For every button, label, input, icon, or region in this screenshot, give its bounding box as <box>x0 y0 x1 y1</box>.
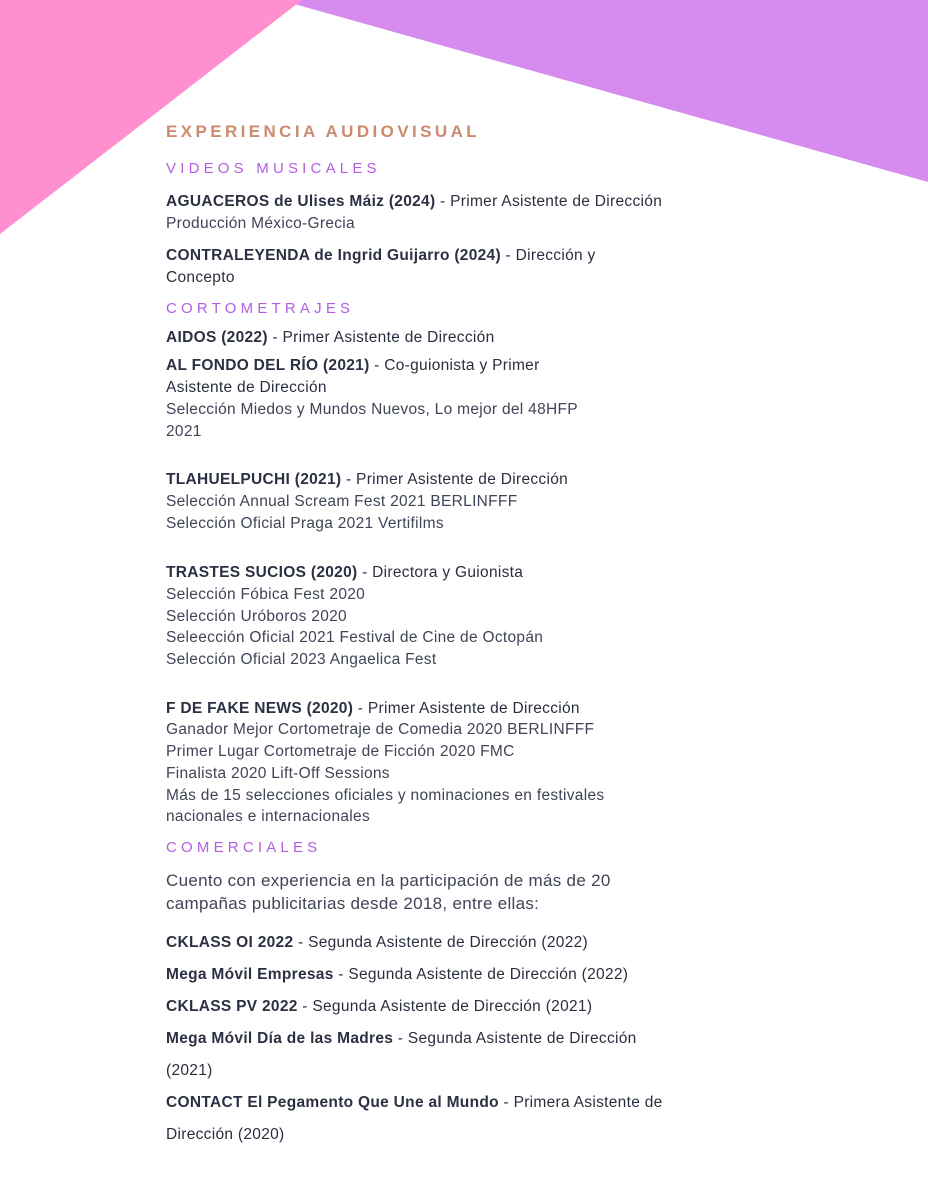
comercial-role: - Segunda Asistente de Dirección <box>393 1030 637 1047</box>
corto-note: Selección Oficial 2023 Angaelica Fest <box>166 651 437 668</box>
corto-note: Ganador Mejor Cortometraje de Comedia 2020 BERLINFFF <box>166 721 595 738</box>
comercial-role: - Primera Asistente de <box>498 1094 663 1111</box>
corto-item-fake-news <box>166 700 580 718</box>
section-title: EXPERIENCIA AUDIOVISUAL <box>166 122 481 141</box>
videos-heading: VIDEOS MUSICALES <box>166 160 381 177</box>
corto-item-trastes-sucios <box>166 564 523 582</box>
video-role: - Primer Asistente de Dirección <box>435 193 663 210</box>
corto-title: F DE FAKE NEWS (2020) <box>166 700 354 717</box>
video-item-contraleyenda <box>166 247 596 265</box>
corto-note: Selección Oficial Praga 2021 Vertifilms <box>166 515 444 532</box>
comercial-role-continued: Dirección (2020) <box>166 1126 285 1143</box>
comercial-role: - Segunda Asistente de Dirección (2021) <box>297 998 593 1015</box>
video-note: Producción México-Grecia <box>166 215 355 232</box>
corto-item-al-fondo <box>166 357 540 375</box>
video-role-continued: Concepto <box>166 269 235 286</box>
video-role: - Dirección y <box>500 247 596 264</box>
comercial-role: - Segunda Asistente de Dirección (2022) <box>293 934 589 951</box>
video-title: AGUACEROS de Ulises Máiz (2024) <box>166 193 436 210</box>
comercial-title: CKLASS OI 2022 <box>166 934 294 951</box>
comercial-item-mega-movil-madres <box>166 1030 637 1048</box>
comercial-role: - Segunda Asistente de Dirección (2022) <box>333 966 629 983</box>
comercial-title: Mega Móvil Día de las Madres <box>166 1030 394 1047</box>
corto-role: - Co-guionista y Primer <box>369 357 540 374</box>
comercial-item-contact <box>166 1094 663 1112</box>
corto-note: Finalista 2020 Lift-Off Sessions <box>166 765 390 782</box>
corto-note: 2021 <box>166 423 202 440</box>
cortos-heading: CORTOMETRAJES <box>166 300 355 317</box>
corto-item-tlahuelpuchi <box>166 471 568 489</box>
comercial-item-mega-movil-empresas <box>166 966 628 984</box>
comercial-item-cklass-pv <box>166 998 592 1016</box>
comerciales-intro: Cuento con experiencia en la participación de más de 20 <box>166 871 611 890</box>
corto-title: AL FONDO DEL RÍO (2021) <box>166 357 370 374</box>
comerciales-intro: campañas publicitarias desde 2018, entre ellas: <box>166 894 540 913</box>
comercial-title: CONTACT El Pegamento Que Une al Mundo <box>166 1094 499 1111</box>
corto-note: nacionales e internacionales <box>166 808 371 825</box>
corto-title: TRASTES SUCIOS (2020) <box>166 564 358 581</box>
corto-note: Selección Fóbica Fest 2020 <box>166 586 366 603</box>
corto-role: - Primer Asistente de Dirección <box>267 329 495 346</box>
corto-role: - Primer Asistente de Dirección <box>353 700 580 717</box>
corto-role: - Directora y Guionista <box>357 564 524 581</box>
corto-role: - Primer Asistente de Dirección <box>341 471 569 488</box>
corto-role-continued: Asistente de Dirección <box>166 379 327 396</box>
corto-note: Selección Annual Scream Fest 2021 BERLINFFF <box>166 493 518 510</box>
comercial-title: CKLASS PV 2022 <box>166 998 298 1015</box>
comercial-title: Mega Móvil Empresas <box>166 966 334 983</box>
video-title: CONTRALEYENDA de Ingrid Guijarro (2024) <box>166 247 501 264</box>
corto-note: Primer Lugar Cortometraje de Ficción 2020 FMC <box>166 743 515 760</box>
comerciales-heading: COMERCIALES <box>166 839 322 856</box>
corto-note: Más de 15 selecciones oficiales y nominaciones en festivales <box>166 787 605 804</box>
corto-title: AIDOS (2022) <box>166 329 268 346</box>
comercial-role-continued: (2021) <box>166 1062 213 1079</box>
video-item-aguaceros <box>166 193 662 211</box>
comercial-item-cklass-oi <box>166 934 588 952</box>
corto-note: Selección Uróboros 2020 <box>166 608 347 625</box>
corto-title: TLAHUELPUCHI (2021) <box>166 471 342 488</box>
corto-note: Selección Miedos y Mundos Nuevos, Lo mejor del 48HFP <box>166 401 578 418</box>
corto-item-aidos <box>166 329 495 347</box>
corto-note: Seleección Oficial 2021 Festival de Cine de Octopán <box>166 629 544 646</box>
lavender-triangle <box>280 0 928 182</box>
